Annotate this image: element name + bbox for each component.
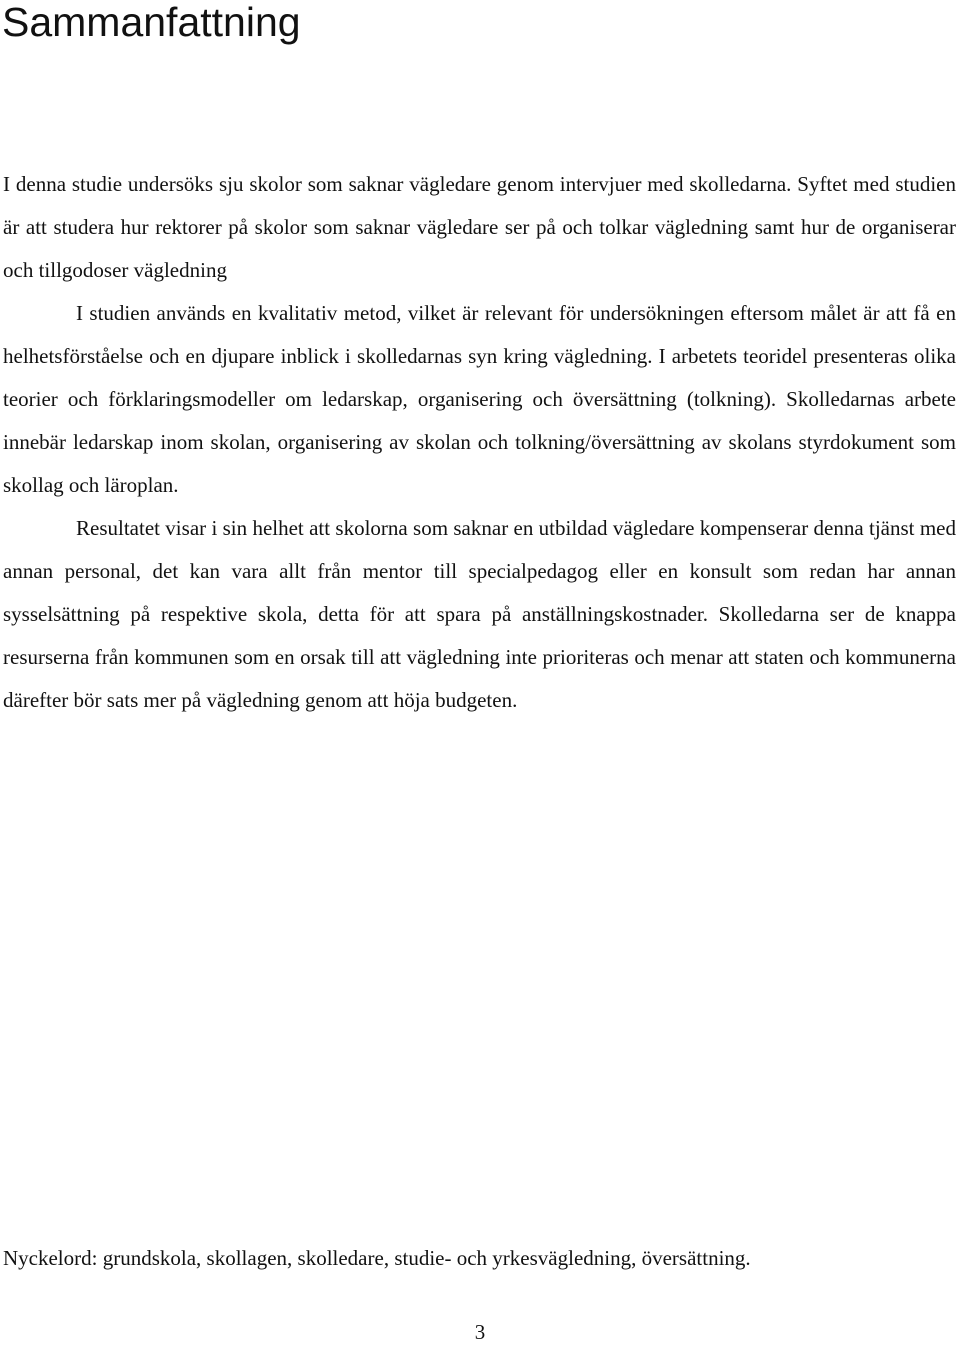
paragraph-method: I studien används en kvalitativ metod, vilket är relevant för undersökningen eftersom målet är att få en helhetsförståelse och en djupare inblick i skolledarnas syn kring vägledning. I arbetets teoridel presenteras olika teorier och förklaringsmodeller om ledarskap, organisering och översättning (tolkning). Skolledarnas arbete innebär ledarskap inom skolan, organisering av skolan och tolkning/översättning av skolans styrdokument som skollag och läroplan. bbox=[3, 301, 956, 497]
paragraph-result: Resultatet visar i sin helhet att skolorna som saknar en utbildad vägledare kompenserar denna tjänst med annan personal, det kan vara allt från mentor till specialpedagog eller en konsult som redan har annan sysselsättning på respektive skola, detta för att spara på anställningskostnader. Skolledarna ser de knappa resurserna från kommunen som en orsak till att vägledning inte prioriteras och menar att staten och kommunerna därefter bör sats mer på vägledning genom att höja budgeten. bbox=[3, 516, 956, 712]
abstract-body bbox=[3, 163, 956, 722]
keywords-line: Nyckelord: grundskola, skollagen, skolledare, studie- och yrkesvägledning, översättning. bbox=[3, 1246, 751, 1270]
paragraph-intro: I denna studie undersöks sju skolor som saknar vägledare genom intervjuer med skolledarna. Syftet med studien är att studera hur rektorer på skolor som saknar vägledare ser på och tolkar vägledning samt hur de organiserar och tillgodoser vägledning bbox=[3, 172, 956, 282]
page-number: 3 bbox=[474, 1320, 486, 1344]
page-title: Sammanfattning bbox=[2, 0, 301, 45]
